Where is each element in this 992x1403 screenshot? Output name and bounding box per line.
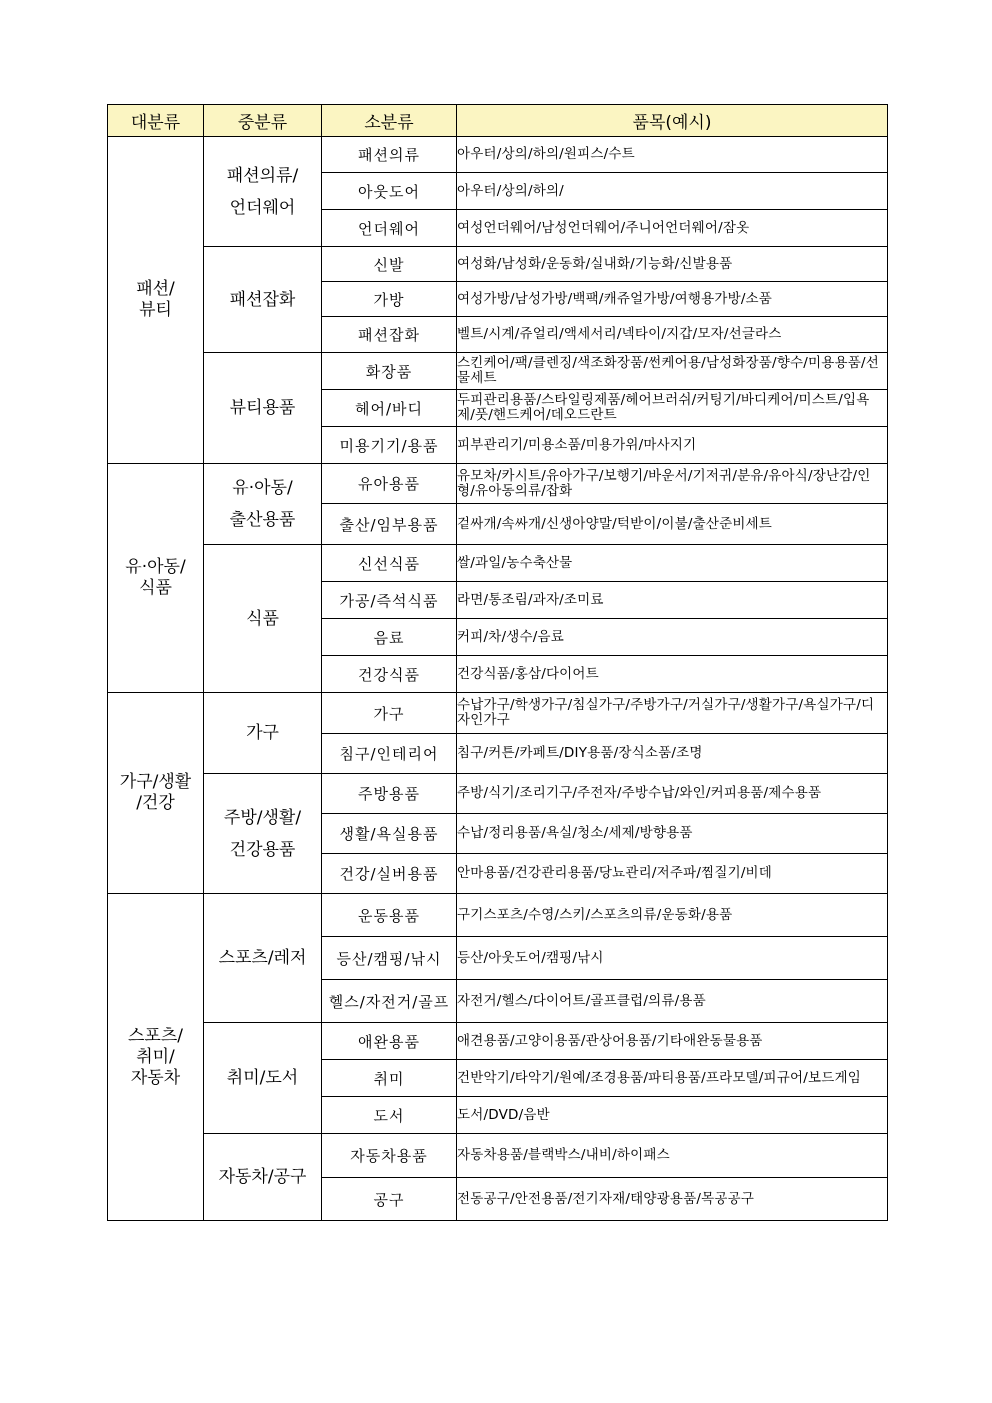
- sub-category-cell: 아웃도어: [322, 173, 457, 210]
- mid-category-cell: 자동차/공구: [204, 1134, 322, 1221]
- item-examples-cell: 수납가구/학생가구/침실가구/주방가구/거실가구/생활가구/욕실가구/디자인가구: [457, 693, 888, 734]
- mid-category-cell: 패션잡화: [204, 247, 322, 353]
- mid-category-cell: 가구: [204, 693, 322, 774]
- sub-category-cell: 음료: [322, 619, 457, 656]
- table-row: [108, 545, 888, 582]
- sub-category-cell: 출산/임부용품: [322, 504, 457, 545]
- item-examples-cell: 아우터/상의/하의/원피스/수트: [457, 137, 888, 173]
- mid-category-cell: 취미/도서: [204, 1023, 322, 1134]
- table-row: [108, 1023, 888, 1060]
- sub-category-cell: 패션잡화: [322, 317, 457, 353]
- mid-category-cell: 유·아동/ 출산용품: [204, 464, 322, 545]
- sub-category-cell: 언더웨어: [322, 210, 457, 247]
- sub-category-cell: 헤어/바디: [322, 390, 457, 427]
- item-examples-cell: 쌀/과일/농수축산물: [457, 545, 888, 582]
- item-examples-cell: 안마용품/건강관리용품/당뇨관리/저주파/찜질기/비데: [457, 854, 888, 894]
- sub-category-cell: 자동차용품: [322, 1134, 457, 1178]
- sub-category-cell: 공구: [322, 1178, 457, 1221]
- category-table: [107, 104, 888, 1221]
- sub-category-cell: 가구: [322, 693, 457, 734]
- sub-category-cell: 침구/인테리어: [322, 734, 457, 774]
- major-category-cell: 패션/ 뷰티: [108, 137, 204, 464]
- sub-category-cell: 생활/욕실용품: [322, 814, 457, 854]
- sub-category-cell: 신선식품: [322, 545, 457, 582]
- item-examples-cell: 수납/정리용품/욕실/청소/세제/방향용품: [457, 814, 888, 854]
- sub-category-cell: 가방: [322, 282, 457, 317]
- table-row: [108, 774, 888, 814]
- major-category-cell: 가구/생활 /건강: [108, 693, 204, 894]
- item-examples-cell: 자전거/헬스/다이어트/골프클럽/의류/용품: [457, 980, 888, 1023]
- item-examples-cell: 아우터/상의/하의/: [457, 173, 888, 210]
- item-examples-cell: 구기스포츠/수영/스키/스포츠의류/운동화/용품: [457, 894, 888, 937]
- sub-category-cell: 신발: [322, 247, 457, 282]
- major-category-cell: 유·아동/ 식품: [108, 464, 204, 693]
- mid-category-cell: 주방/생활/ 건강용품: [204, 774, 322, 894]
- item-examples-cell: 침구/커튼/카페트/DIY용품/장식소품/조명: [457, 734, 888, 774]
- sub-category-cell: 화장품: [322, 353, 457, 390]
- sub-category-cell: 등산/캠핑/낚시: [322, 937, 457, 980]
- sub-category-cell: 가공/즉석식품: [322, 582, 457, 619]
- table-row: [108, 693, 888, 734]
- sub-category-cell: 헬스/자전거/골프: [322, 980, 457, 1023]
- item-examples-cell: 주방/식기/조리기구/주전자/주방수납/와인/커피용품/제수용품: [457, 774, 888, 814]
- item-examples-cell: 건반악기/타악기/원예/조경용품/파티용품/프라모델/피규어/보드게임: [457, 1060, 888, 1097]
- item-examples-cell: 전동공구/안전용품/전기자재/태양광용품/목공공구: [457, 1178, 888, 1221]
- table-row: [108, 1134, 888, 1178]
- sub-category-cell: 애완용품: [322, 1023, 457, 1060]
- header-row: [108, 105, 888, 137]
- sub-category-cell: 건강식품: [322, 656, 457, 693]
- sub-category-cell: 미용기기/용품: [322, 427, 457, 464]
- item-examples-cell: 여성화/남성화/운동화/실내화/기능화/신발용품: [457, 247, 888, 282]
- item-examples-cell: 건강식품/홍삼/다이어트: [457, 656, 888, 693]
- sub-category-cell: 건강/실버용품: [322, 854, 457, 894]
- item-examples-cell: 도서/DVD/음반: [457, 1097, 888, 1134]
- sub-category-cell: 유아용품: [322, 464, 457, 504]
- item-examples-cell: 여성언더웨어/남성언더웨어/주니어언더웨어/잠옷: [457, 210, 888, 247]
- table-row: [108, 353, 888, 390]
- item-examples-cell: 피부관리기/미용소품/미용가위/마사지기: [457, 427, 888, 464]
- header-mid: 중분류: [204, 105, 322, 137]
- header-major: 대분류: [108, 105, 204, 137]
- item-examples-cell: 스킨케어/팩/클렌징/색조화장품/썬케어용/남성화장품/향수/미용용품/선물세트: [457, 353, 888, 390]
- category-table-body: [108, 137, 888, 1221]
- mid-category-cell: 패션의류/ 언더웨어: [204, 137, 322, 247]
- item-examples-cell: 자동차용품/블랙박스/내비/하이패스: [457, 1134, 888, 1178]
- mid-category-cell: 식품: [204, 545, 322, 693]
- item-examples-cell: 여성가방/남성가방/백팩/캐쥬얼가방/여행용가방/소품: [457, 282, 888, 317]
- table-row: [108, 137, 888, 173]
- table-row: [108, 464, 888, 504]
- mid-category-cell: 스포츠/레저: [204, 894, 322, 1023]
- header-items: 품목(예시): [457, 105, 888, 137]
- sub-category-cell: 취미: [322, 1060, 457, 1097]
- item-examples-cell: 벨트/시계/쥬얼리/액세서리/넥타이/지갑/모자/선글라스: [457, 317, 888, 353]
- header-sub: 소분류: [322, 105, 457, 137]
- item-examples-cell: 라면/통조림/과자/조미료: [457, 582, 888, 619]
- sub-category-cell: 주방용품: [322, 774, 457, 814]
- item-examples-cell: 커피/차/생수/음료: [457, 619, 888, 656]
- sub-category-cell: 도서: [322, 1097, 457, 1134]
- item-examples-cell: 애견용품/고양이용품/관상어용품/기타애완동물용품: [457, 1023, 888, 1060]
- item-examples-cell: 겉싸개/속싸개/신생아양말/턱받이/이불/출산준비세트: [457, 504, 888, 545]
- table-row: [108, 247, 888, 282]
- item-examples-cell: 등산/아웃도어/캠핑/낚시: [457, 937, 888, 980]
- item-examples-cell: 유모차/카시트/유아가구/보행기/바운서/기저귀/분유/유아식/장난감/인형/유아동의류/잡화: [457, 464, 888, 504]
- sub-category-cell: 운동용품: [322, 894, 457, 937]
- table-row: [108, 894, 888, 937]
- item-examples-cell: 두피관리용품/스타일링제품/헤어브러쉬/커팅기/바디케어/미스트/입욕제/풋/핸드케어/데오드란트: [457, 390, 888, 427]
- mid-category-cell: 뷰티용품: [204, 353, 322, 464]
- major-category-cell: 스포츠/ 취미/ 자동차: [108, 894, 204, 1221]
- sub-category-cell: 패션의류: [322, 137, 457, 173]
